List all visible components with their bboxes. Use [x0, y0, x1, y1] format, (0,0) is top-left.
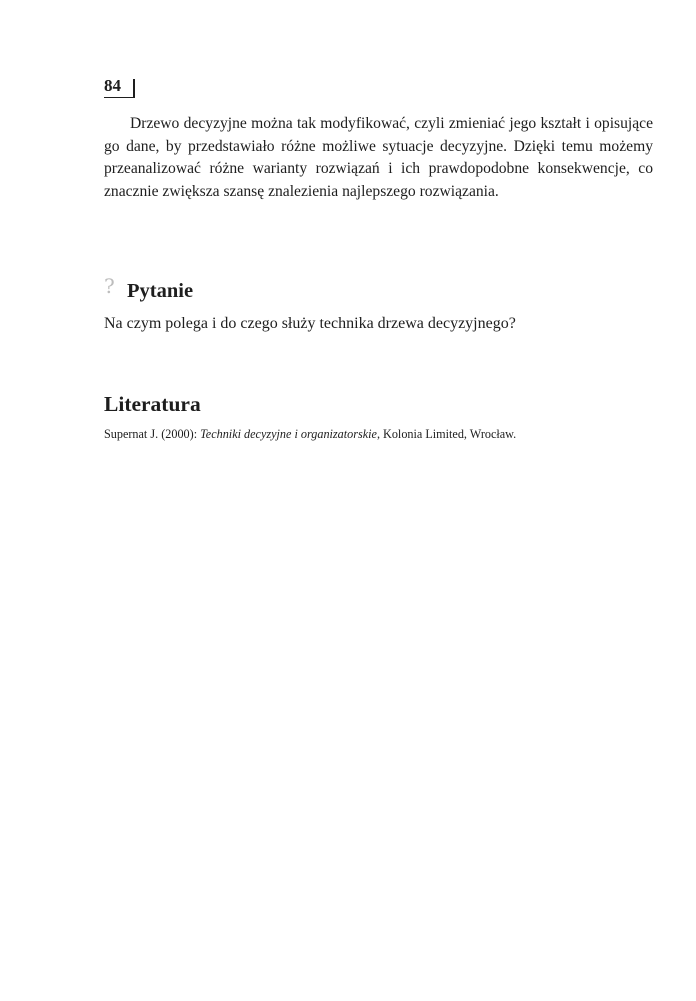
reference-title: Techniki decyzyjne i organizatorskie — [200, 427, 377, 441]
page-number-underline — [104, 97, 134, 98]
question-text: Na czym polega i do czego służy technika drzewa decyzyjnego? — [104, 315, 516, 332]
question-heading: Pytanie — [127, 280, 194, 302]
question-mark-icon: ? — [104, 274, 115, 298]
body-paragraph: Drzewo decyzyjne można tak modyfikować, czyli zmieniać jego kształt i opisujące go dane, by przedstawiało różne możliwe sytuacje decyzyjne. Dzięki temu możemy przeanalizować różne warianty rozwiązań i ich prawdopodobne konsekwencje, co znacznie zwiększa szansę znalezienia najlepszego rozwiązania. — [104, 115, 653, 200]
literature-heading: Literatura — [104, 392, 201, 416]
reference-author-year: Supernat J. (2000): — [104, 427, 201, 441]
page-number: 84 — [104, 76, 121, 95]
reference-publisher: , Kolonia Limited, Wrocław. — [376, 427, 517, 441]
page-number-bracket — [133, 79, 135, 98]
literature-reference — [104, 426, 516, 442]
